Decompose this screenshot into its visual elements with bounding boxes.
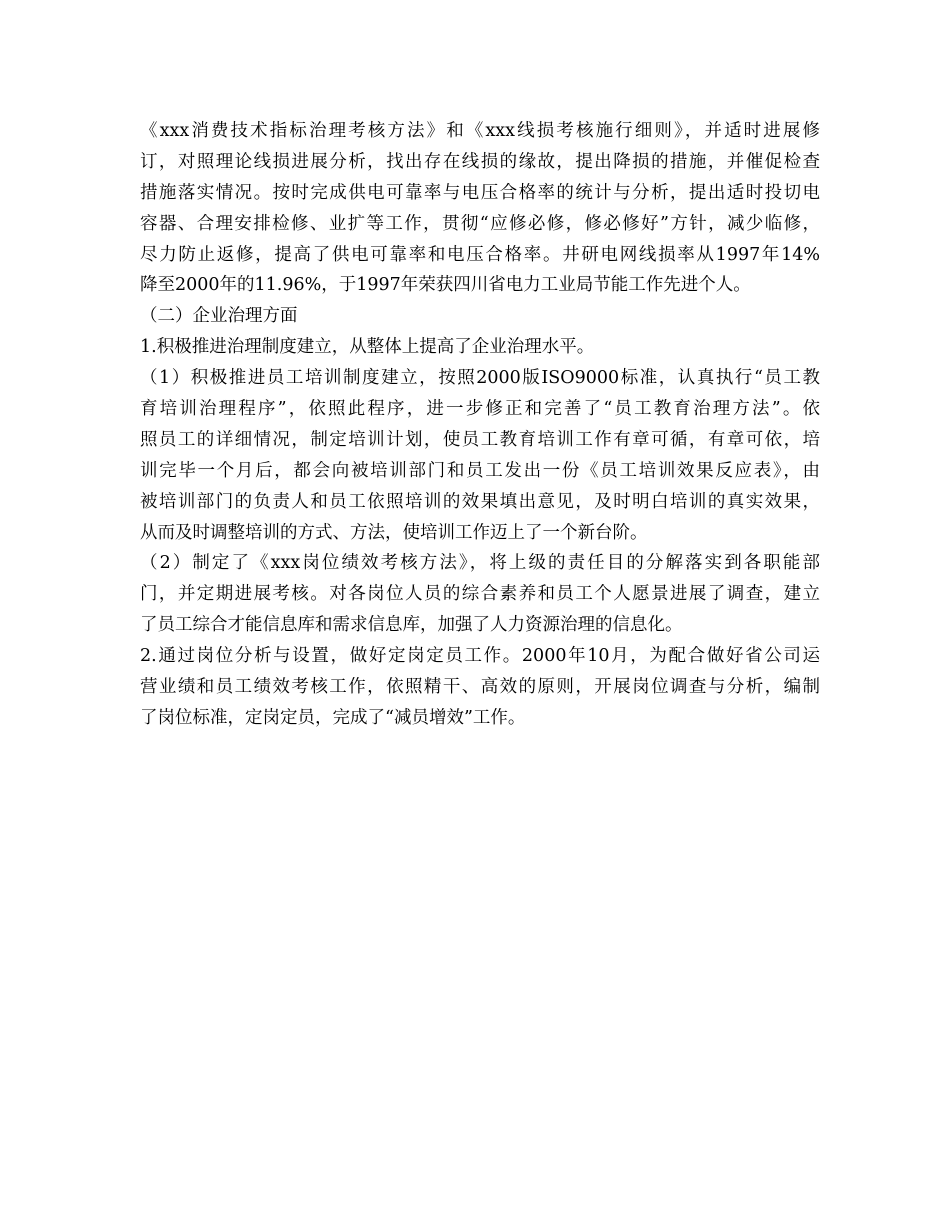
text-line: 订，对照理论线损进展分析，找出存在线损的缘故，提出降损的措施，并催促检查 <box>140 151 820 172</box>
text-line: （1）积极推进员工培训制度建立，按照2000版ISO9000标准，认真执行“员工教 <box>140 368 820 389</box>
text-line: （2）制定了《xxx岗位绩效考核方法》，将上级的责任目的分解落实到各职能部 <box>140 553 820 574</box>
text-line: 尽力防止返修，提高了供电可靠率和电压合格率。井研电网线损率从1997年14% <box>140 244 820 265</box>
text-line: 从而及时调整培训的方式、方法，使培训工作迈上了一个新台阶。 <box>140 522 648 543</box>
text-line: 降至2000年的11.96%，于1997年荣获四川省电力工业局节能工作先进个人。 <box>140 275 751 296</box>
text-line: 被培训部门的负责人和员工依照培训的效果填出意见，及时明白培训的真实效果， <box>140 491 820 512</box>
text-line: 门，并定期进展考核。对各岗位人员的综合素养和员工个人愿景进展了调查，建立 <box>140 584 820 605</box>
text-line: 育培训治理程序”，依照此程序，进一步修正和完善了“员工教育治理方法”。依 <box>140 399 820 420</box>
text-line: 了岗位标准，定岗定员，完成了“减员增效”工作。 <box>140 707 526 728</box>
text-line: 营业绩和员工绩效考核工作，依照精干、高效的原则，开展岗位调查与分析，编制 <box>140 677 820 698</box>
text-line: 了员工综合才能信息库和需求信息库，加强了人力资源治理的信息化。 <box>140 615 683 636</box>
document-body <box>140 116 820 734</box>
text-line: （二）企业治理方面 <box>140 306 298 327</box>
text-line: 训完毕一个月后，都会向被培训部门和员工发出一份《员工培训效果反应表》，由 <box>140 460 820 481</box>
text-line: 1.积极推进治理制度建立，从整体上提高了企业治理水平。 <box>140 337 595 358</box>
text-line: 容器、合理安排检修、业扩等工作，贯彻“应修必修，修必修好”方针，减少临修， <box>140 213 820 234</box>
text-line: 《xxx消费技术指标治理考核方法》和《xxx线损考核施行细则》，并适时进展修 <box>140 121 820 141</box>
text-line: 照员工的详细情况，制定培训计划，使员工教育培训工作有章可循，有章可依，培 <box>140 429 820 450</box>
text-line: 2.通过岗位分析与设置，做好定岗定员工作。2000年10月，为配合做好省公司运 <box>140 646 820 667</box>
text-line: 措施落实情况。按时完成供电可靠率与电压合格率的统计与分析，提出适时投切电 <box>140 182 820 203</box>
